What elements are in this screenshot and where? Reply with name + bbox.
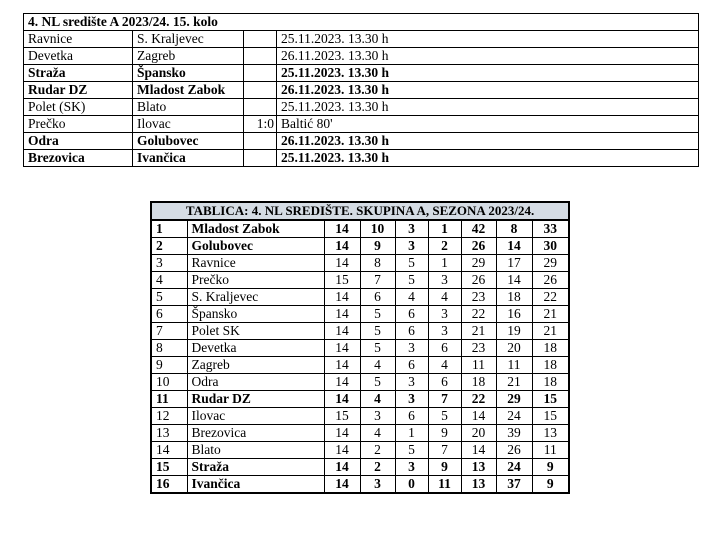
standings-row	[151, 272, 569, 289]
standing-goals-for: 26	[461, 238, 496, 255]
standings-row	[151, 391, 569, 408]
fixture-row	[24, 82, 699, 99]
standing-played: 14	[324, 391, 360, 408]
standing-played: 14	[324, 476, 360, 494]
fixture-away: Ivančica	[133, 150, 244, 167]
standing-goals-against: 21	[496, 374, 532, 391]
standing-played: 14	[324, 425, 360, 442]
standing-team: Špansko	[187, 306, 324, 323]
standing-losses: 3	[428, 323, 461, 340]
standing-team: Zagreb	[187, 357, 324, 374]
standing-team: Mladost Zabok	[187, 220, 324, 238]
standing-goals-against: 20	[496, 340, 532, 357]
fixture-result: 1:0	[244, 116, 277, 133]
standing-goals-against: 24	[496, 408, 532, 425]
standing-points: 33	[532, 220, 569, 238]
standings-row	[151, 459, 569, 476]
standing-team: Ilovac	[187, 408, 324, 425]
fixture-home: Polet (SK)	[24, 99, 133, 116]
standings-row	[151, 220, 569, 238]
standing-points: 30	[532, 238, 569, 255]
standing-draws: 3	[395, 220, 428, 238]
standing-draws: 6	[395, 323, 428, 340]
standing-points: 21	[532, 306, 569, 323]
standing-goals-against: 11	[496, 357, 532, 374]
fixture-info: 25.11.2023. 13.30 h	[277, 150, 699, 167]
standing-goals-against: 19	[496, 323, 532, 340]
fixture-info: 25.11.2023. 13.30 h	[277, 99, 699, 116]
standing-wins: 8	[360, 255, 395, 272]
standings-row	[151, 442, 569, 459]
fixture-info: 26.11.2023. 13.30 h	[277, 48, 699, 65]
standing-points: 13	[532, 425, 569, 442]
fixture-row	[24, 150, 699, 167]
standing-wins: 10	[360, 220, 395, 238]
standing-draws: 5	[395, 272, 428, 289]
fixture-away: Mladost Zabok	[133, 82, 244, 99]
standing-played: 15	[324, 272, 360, 289]
fixtures-title: 4. NL središte A 2023/24. 15. kolo	[24, 14, 699, 31]
standings-row	[151, 340, 569, 357]
standing-team: S. Kraljevec	[187, 289, 324, 306]
standings-row	[151, 425, 569, 442]
standing-goals-against: 14	[496, 238, 532, 255]
standings-row	[151, 374, 569, 391]
fixture-away: S. Kraljevec	[133, 31, 244, 48]
fixtures-table	[23, 13, 699, 167]
standing-team: Blato	[187, 442, 324, 459]
fixture-info: Baltić 80'	[277, 116, 699, 133]
standing-points: 18	[532, 374, 569, 391]
standing-draws: 6	[395, 408, 428, 425]
standing-wins: 3	[360, 408, 395, 425]
standing-played: 14	[324, 340, 360, 357]
standing-goals-for: 26	[461, 272, 496, 289]
standing-draws: 0	[395, 476, 428, 494]
standing-draws: 6	[395, 306, 428, 323]
standing-team: Prečko	[187, 272, 324, 289]
standing-played: 14	[324, 323, 360, 340]
standing-goals-for: 21	[461, 323, 496, 340]
standing-losses: 4	[428, 357, 461, 374]
standings-row	[151, 476, 569, 494]
standing-wins: 2	[360, 442, 395, 459]
standing-losses: 6	[428, 340, 461, 357]
standing-losses: 5	[428, 408, 461, 425]
standing-points: 18	[532, 357, 569, 374]
standing-goals-for: 18	[461, 374, 496, 391]
standing-points: 26	[532, 272, 569, 289]
fixture-row	[24, 133, 699, 150]
fixture-info: 26.11.2023. 13.30 h	[277, 82, 699, 99]
standing-position: 14	[151, 442, 187, 459]
standing-goals-against: 37	[496, 476, 532, 494]
fixture-info: 26.11.2023. 13.30 h	[277, 133, 699, 150]
standing-draws: 4	[395, 289, 428, 306]
standing-wins: 5	[360, 340, 395, 357]
standings-row	[151, 238, 569, 255]
standing-goals-for: 13	[461, 459, 496, 476]
standing-goals-for: 11	[461, 357, 496, 374]
standing-goals-against: 24	[496, 459, 532, 476]
standings-row	[151, 255, 569, 272]
standing-losses: 2	[428, 238, 461, 255]
standing-played: 14	[324, 289, 360, 306]
standing-goals-for: 22	[461, 391, 496, 408]
standing-position: 16	[151, 476, 187, 494]
standing-team: Rudar DZ	[187, 391, 324, 408]
fixture-result	[244, 48, 277, 65]
standing-losses: 11	[428, 476, 461, 494]
standing-losses: 6	[428, 374, 461, 391]
standing-goals-against: 14	[496, 272, 532, 289]
standing-draws: 5	[395, 442, 428, 459]
standing-wins: 3	[360, 476, 395, 494]
standings-row	[151, 323, 569, 340]
standings-row	[151, 306, 569, 323]
standing-points: 29	[532, 255, 569, 272]
standing-team: Brezovica	[187, 425, 324, 442]
standing-wins: 5	[360, 323, 395, 340]
standing-wins: 4	[360, 357, 395, 374]
standing-position: 4	[151, 272, 187, 289]
standing-goals-for: 14	[461, 408, 496, 425]
fixture-result	[244, 65, 277, 82]
standing-goals-against: 18	[496, 289, 532, 306]
standing-played: 14	[324, 255, 360, 272]
standing-losses: 9	[428, 459, 461, 476]
fixture-row	[24, 48, 699, 65]
standing-goals-for: 20	[461, 425, 496, 442]
standing-goals-against: 29	[496, 391, 532, 408]
fixture-info: 25.11.2023. 13.30 h	[277, 65, 699, 82]
standing-position: 15	[151, 459, 187, 476]
fixture-result	[244, 133, 277, 150]
fixture-home: Straža	[24, 65, 133, 82]
standing-goals-for: 29	[461, 255, 496, 272]
standing-played: 14	[324, 220, 360, 238]
standing-goals-against: 26	[496, 442, 532, 459]
standing-losses: 7	[428, 391, 461, 408]
standing-wins: 4	[360, 391, 395, 408]
standing-draws: 6	[395, 357, 428, 374]
standing-position: 12	[151, 408, 187, 425]
fixture-result	[244, 99, 277, 116]
fixture-row	[24, 65, 699, 82]
standing-wins: 9	[360, 238, 395, 255]
standing-goals-against: 17	[496, 255, 532, 272]
standing-goals-against: 16	[496, 306, 532, 323]
standing-losses: 3	[428, 272, 461, 289]
standing-played: 14	[324, 306, 360, 323]
standing-points: 15	[532, 408, 569, 425]
fixture-away: Golubovec	[133, 133, 244, 150]
standing-position: 10	[151, 374, 187, 391]
standing-draws: 3	[395, 459, 428, 476]
standing-goals-for: 14	[461, 442, 496, 459]
standing-team: Odra	[187, 374, 324, 391]
fixture-home: Odra	[24, 133, 133, 150]
standing-goals-for: 22	[461, 306, 496, 323]
standings-table	[150, 201, 570, 494]
standing-points: 11	[532, 442, 569, 459]
standing-position: 7	[151, 323, 187, 340]
standing-points: 21	[532, 323, 569, 340]
standing-wins: 5	[360, 374, 395, 391]
standing-played: 14	[324, 357, 360, 374]
fixture-home: Prečko	[24, 116, 133, 133]
standing-goals-for: 42	[461, 220, 496, 238]
standing-position: 5	[151, 289, 187, 306]
fixture-home: Brezovica	[24, 150, 133, 167]
standing-played: 14	[324, 459, 360, 476]
standing-draws: 3	[395, 391, 428, 408]
standing-draws: 1	[395, 425, 428, 442]
fixture-away: Špansko	[133, 65, 244, 82]
standing-wins: 5	[360, 306, 395, 323]
standing-losses: 3	[428, 306, 461, 323]
standing-draws: 3	[395, 340, 428, 357]
fixture-home: Rudar DZ	[24, 82, 133, 99]
standing-position: 1	[151, 220, 187, 238]
fixture-result	[244, 31, 277, 48]
standing-position: 3	[151, 255, 187, 272]
standing-points: 9	[532, 459, 569, 476]
standing-points: 15	[532, 391, 569, 408]
standing-goals-against: 8	[496, 220, 532, 238]
standing-losses: 9	[428, 425, 461, 442]
standing-points: 18	[532, 340, 569, 357]
fixture-result	[244, 150, 277, 167]
standing-goals-for: 23	[461, 340, 496, 357]
fixture-home: Devetka	[24, 48, 133, 65]
standing-losses: 1	[428, 255, 461, 272]
standing-position: 13	[151, 425, 187, 442]
standings-row	[151, 357, 569, 374]
standing-position: 8	[151, 340, 187, 357]
standing-team: Ravnice	[187, 255, 324, 272]
standing-team: Golubovec	[187, 238, 324, 255]
standing-draws: 5	[395, 255, 428, 272]
fixture-row	[24, 116, 699, 133]
fixture-result	[244, 82, 277, 99]
fixture-away: Zagreb	[133, 48, 244, 65]
standings-title: TABLICA: 4. NL SREDIŠTE. SKUPINA A, SEZONA 2023/24.	[151, 202, 569, 220]
standing-wins: 6	[360, 289, 395, 306]
standing-wins: 4	[360, 425, 395, 442]
standing-played: 14	[324, 238, 360, 255]
standing-position: 2	[151, 238, 187, 255]
fixture-away: Ilovac	[133, 116, 244, 133]
fixture-info: 25.11.2023. 13.30 h	[277, 31, 699, 48]
standing-losses: 1	[428, 220, 461, 238]
standing-losses: 7	[428, 442, 461, 459]
fixture-away: Blato	[133, 99, 244, 116]
fixture-home: Ravnice	[24, 31, 133, 48]
standing-position: 6	[151, 306, 187, 323]
standing-team: Polet SK	[187, 323, 324, 340]
standing-draws: 3	[395, 238, 428, 255]
standing-goals-for: 23	[461, 289, 496, 306]
fixture-row	[24, 99, 699, 116]
standing-position: 9	[151, 357, 187, 374]
standing-played: 15	[324, 408, 360, 425]
standing-points: 22	[532, 289, 569, 306]
standing-goals-for: 13	[461, 476, 496, 494]
standing-played: 14	[324, 442, 360, 459]
standing-wins: 2	[360, 459, 395, 476]
standing-losses: 4	[428, 289, 461, 306]
standing-team: Straža	[187, 459, 324, 476]
standing-points: 9	[532, 476, 569, 494]
standing-played: 14	[324, 374, 360, 391]
standings-row	[151, 408, 569, 425]
standing-team: Ivančica	[187, 476, 324, 494]
standing-goals-against: 39	[496, 425, 532, 442]
standing-draws: 3	[395, 374, 428, 391]
standings-row	[151, 289, 569, 306]
standing-wins: 7	[360, 272, 395, 289]
standing-team: Devetka	[187, 340, 324, 357]
fixture-row	[24, 31, 699, 48]
standing-position: 11	[151, 391, 187, 408]
